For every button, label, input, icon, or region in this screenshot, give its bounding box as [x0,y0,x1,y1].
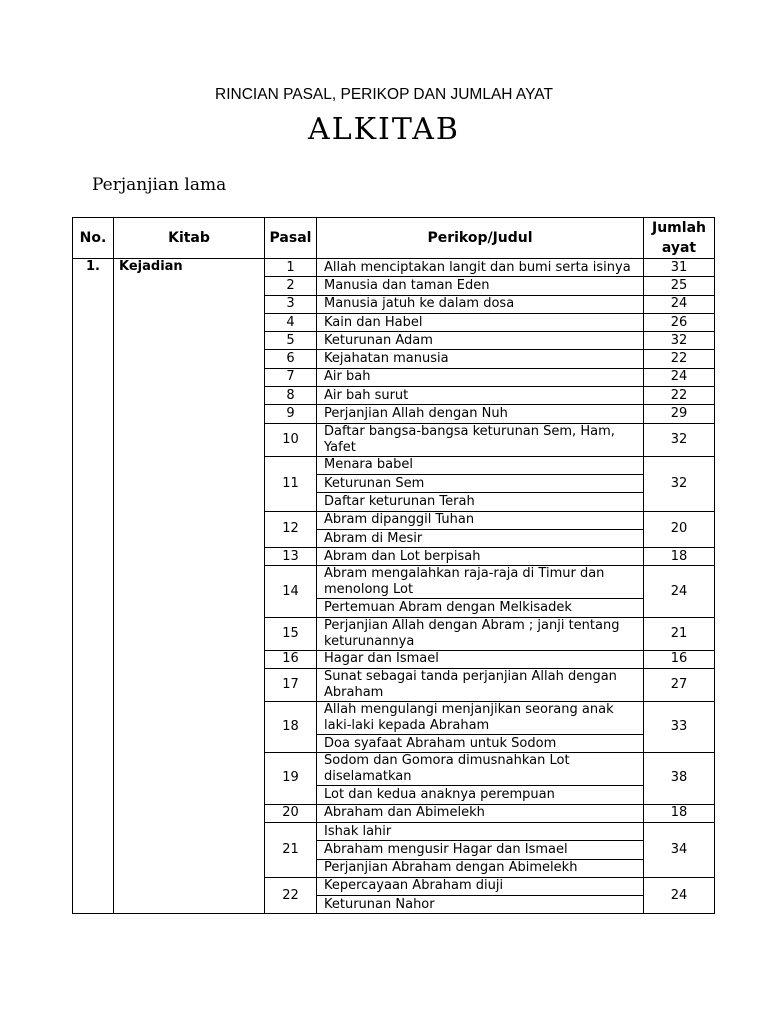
verse-count: 26 [644,313,715,331]
verse-count: 33 [644,702,715,753]
pericope-title: Kejahatan manusia [317,350,644,368]
chapter-number: 12 [265,511,317,548]
pericope-title: Manusia jatuh ke dalam dosa [317,295,644,313]
column-header-kitab: Kitab [114,218,265,259]
pericope-title: Allah mengulangi menjanjikan seorang anak laki-laki kepada Abraham [317,702,644,735]
verse-count: 24 [644,295,715,313]
verse-count: 18 [644,804,715,822]
pericope-title: Kain dan Habel [317,313,644,331]
verse-count: 31 [644,259,715,277]
verse-count: 32 [644,456,715,511]
pericope-title: Air bah [317,368,644,386]
pericope-title: Daftar keturunan Terah [317,493,644,511]
chapter-number: 7 [265,368,317,386]
table-header-row [73,218,715,259]
verse-count: 32 [644,423,715,456]
document-title: ALKITAB [308,112,460,147]
section-heading: Perjanjian lama [92,175,227,195]
chapter-number: 1 [265,259,317,277]
chapter-number: 17 [265,669,317,702]
chapter-number: 13 [265,548,317,566]
pericope-title: Sodom dan Gomora dimusnahkan Lot diselamatkan [317,753,644,786]
book-number: 1. [73,259,114,914]
chapter-number: 3 [265,295,317,313]
table-row [73,259,715,277]
pericope-title: Menara babel [317,456,644,474]
chapter-number: 9 [265,405,317,423]
chapter-table [72,217,715,914]
pericope-title: Kepercayaan Abraham diuji [317,877,644,895]
column-header-perikop: Perikop/Judul [317,218,644,259]
pericope-title: Abram dan Lot berpisah [317,548,644,566]
verse-count: 22 [644,387,715,405]
pericope-title: Keturunan Sem [317,474,644,492]
pericope-title: Perjanjian Allah dengan Nuh [317,405,644,423]
verse-count: 24 [644,877,715,914]
chapter-number: 15 [265,617,317,650]
verse-count: 25 [644,277,715,295]
pericope-title: Hagar dan Ismael [317,650,644,668]
pericope-title: Keturunan Nahor [317,896,644,914]
chapter-number: 5 [265,332,317,350]
chapter-number: 2 [265,277,317,295]
column-header-jumlah-ayat: Jumlah ayat [644,218,715,259]
chapter-number: 11 [265,456,317,511]
pericope-title: Abram dipanggil Tuhan [317,511,644,529]
pericope-title: Ishak lahir [317,822,644,840]
pericope-title: Daftar bangsa-bangsa keturunan Sem, Ham, Yafet [317,423,644,456]
book-name: Kejadian [114,259,265,914]
document-subtitle: RINCIAN PASAL, PERIKOP DAN JUMLAH AYAT [215,86,553,103]
chapter-number: 18 [265,702,317,753]
verse-count: 34 [644,822,715,877]
verse-count: 27 [644,669,715,702]
pericope-title: Air bah surut [317,387,644,405]
pericope-title: Allah menciptakan langit dan bumi serta isinya [317,259,644,277]
chapter-number: 16 [265,650,317,668]
pericope-title: Abraham dan Abimelekh [317,804,644,822]
pericope-title: Sunat sebagai tanda perjanjian Allah dengan Abraham [317,669,644,702]
verse-count: 21 [644,617,715,650]
verse-count: 22 [644,350,715,368]
pericope-title: Perjanjian Abraham dengan Abimelekh [317,859,644,877]
verse-count: 24 [644,566,715,617]
pericope-title: Abram di Mesir [317,529,644,547]
verse-count: 29 [644,405,715,423]
chapter-number: 20 [265,804,317,822]
pericope-title: Abraham mengusir Hagar dan Ismael [317,841,644,859]
chapter-number: 4 [265,313,317,331]
chapter-number: 8 [265,387,317,405]
table-body [73,259,715,914]
chapter-number: 19 [265,753,317,804]
column-header-no: No. [73,218,114,259]
chapter-number: 22 [265,877,317,914]
pericope-title: Doa syafaat Abraham untuk Sodom [317,735,644,753]
chapter-number: 6 [265,350,317,368]
pericope-title: Lot dan kedua anaknya perempuan [317,786,644,804]
chapter-number: 21 [265,822,317,877]
column-header-pasal: Pasal [265,218,317,259]
verse-count: 32 [644,332,715,350]
pericope-title: Abram mengalahkan raja-raja di Timur dan menolong Lot [317,566,644,599]
pericope-title: Keturunan Adam [317,332,644,350]
pericope-title: Perjanjian Allah dengan Abram ; janji tentang keturunannya [317,617,644,650]
verse-count: 18 [644,548,715,566]
pericope-title: Pertemuan Abram dengan Melkisadek [317,599,644,617]
chapter-number: 10 [265,423,317,456]
verse-count: 24 [644,368,715,386]
verse-count: 20 [644,511,715,548]
verse-count: 16 [644,650,715,668]
verse-count: 38 [644,753,715,804]
chapter-number: 14 [265,566,317,617]
pericope-title: Manusia dan taman Eden [317,277,644,295]
